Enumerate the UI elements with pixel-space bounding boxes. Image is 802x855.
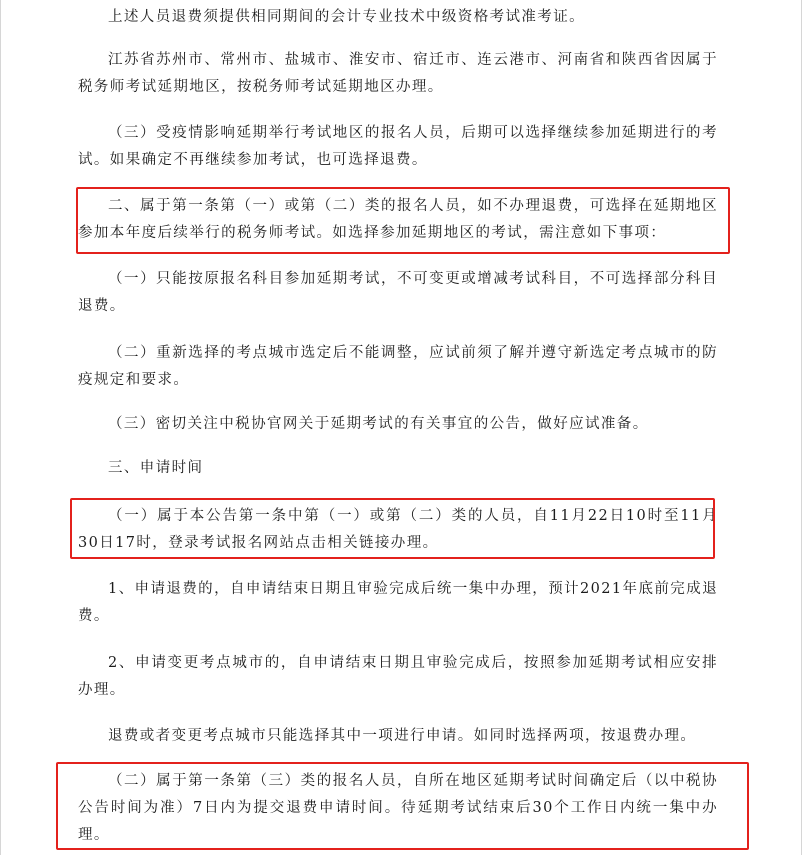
paragraph-item-three-refund: （二）属于第一条第（三）类的报名人员，自所在地区延期考试时间确定后（以中税协公告时间为准）7日内为提交退费申请时间。待延期考试结束后30个工作日内统一集中办理。 bbox=[78, 773, 718, 843]
page-edge-left bbox=[0, 0, 1, 855]
paragraph-refund-timing: 1、申请退费的，自申请结束日期且审验完成后统一集中办理，预计2021年底前完成退费。 bbox=[78, 581, 718, 624]
paragraph-original-subjects: （一）只能按原报名科目参加延期考试，不可变更或增减考试科目，不可选择部分科目退费。 bbox=[78, 271, 718, 314]
paragraph-item-three-affected: （三）受疫情影响延期举行考试地区的报名人员，后期可以选择继续参加延期进行的考试。如果确定不再继续参加考试，也可选择退费。 bbox=[78, 125, 718, 168]
paragraph-follow-announcements: （三）密切关注中税协官网关于延期考试的有关事宜的公告，做好应试准备。 bbox=[108, 416, 649, 432]
paragraph-admission-ticket: 上述人员退费须提供相同期间的会计专业技术中级资格考试准考证。 bbox=[108, 9, 585, 25]
section-three-heading: 三、申请时间 bbox=[108, 460, 204, 476]
paragraph-delayed-regions: 江苏省苏州市、常州市、盐城市、淮安市、宿迁市、连云港市、河南省和陕西省因属于税务师考试延期地区，按税务师考试延期地区办理。 bbox=[78, 52, 718, 95]
paragraph-application-window: （一）属于本公告第一条中第（一）或第（二）类的人员，自11月22日10时至11月30日17时，登录考试报名网站点击相关链接办理。 bbox=[78, 508, 718, 551]
paragraph-choose-one: 退费或者变更考点城市只能选择其中一项进行申请。如同时选择两项，按退费办理。 bbox=[108, 728, 697, 744]
paragraph-test-city: （二）重新选择的考点城市选定后不能调整，应试前须了解并遵守新选定考点城市的防疫规定和要求。 bbox=[78, 345, 718, 388]
paragraph-section-two: 二、属于第一条第（一）或第（二）类的报名人员，如不办理退费，可选择在延期地区参加本年度后续举行的税务师考试。如选择参加延期地区的考试，需注意如下事项： bbox=[78, 198, 718, 241]
paragraph-city-change: 2、申请变更考点城市的，自申请结束日期且审验完成后，按照参加延期考试相应安排办理。 bbox=[78, 655, 718, 698]
